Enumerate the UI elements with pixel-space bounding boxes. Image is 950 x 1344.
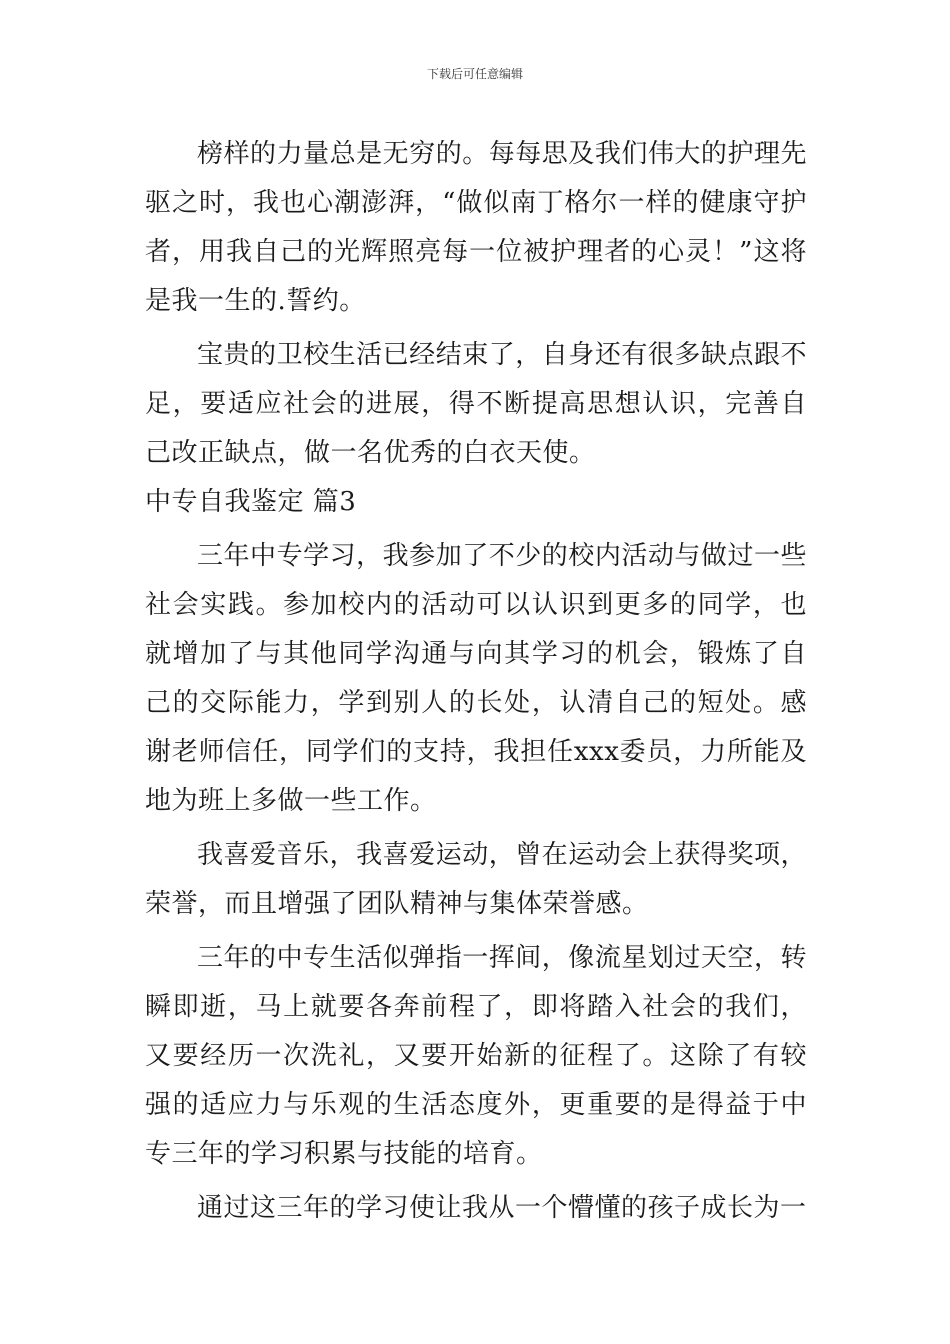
document-body [145,130,807,1233]
paragraph-hobbies: 我喜爱音乐，我喜爱运动，曾在运动会上获得奖项，荣誉，而且增强了团队精神与集体荣誉感。 [145,840,807,919]
paragraph-activities: 三年中专学习，我参加了不少的校内活动与做过一些社会实践。参加校内的活动可以认识到更多的同学，也就增加了与其他同学沟通与向其学习的机会，锻炼了自己的交际能力，学到别人的长处，认清自己的短处。感谢老师信任，同学们的支持，我担任xxx委员，力所能及地为班上多做一些工作。 [145,541,807,816]
paragraph-growth: 通过这三年的学习使让我从一个懵懂的孩子成长为一 [197,1193,807,1223]
paragraph-school-life: 宝贵的卫校生活已经结束了，自身还有很多缺点跟不足，要适应社会的进展，得不断提高思想认识，完善自己改正缺点，做一名优秀的白衣天使。 [145,340,807,468]
paragraph-role-model: 榜样的力量总是无穷的。每每思及我们伟大的护理先驱之时，我也心潮澎湃，“做似南丁格尔一样的健康守护者，用我自己的光辉照亮每一位被护理者的心灵！”这将是我一生的.誓约。 [145,139,807,316]
section-heading: 中专自我鉴定 篇3 [145,487,357,517]
paragraph-graduation: 三年的中专生活似弹指一挥间，像流星划过天空，转瞬即逝，马上就要各奔前程了，即将踏入社会的我们，又要经历一次洗礼，又要开始新的征程了。这除了有较强的适应力与乐观的生活态度外，更重要的是得益于中专三年的学习积累与技能的培育。 [145,943,807,1169]
page-header-note: 下载后可任意编辑 [426,67,523,81]
